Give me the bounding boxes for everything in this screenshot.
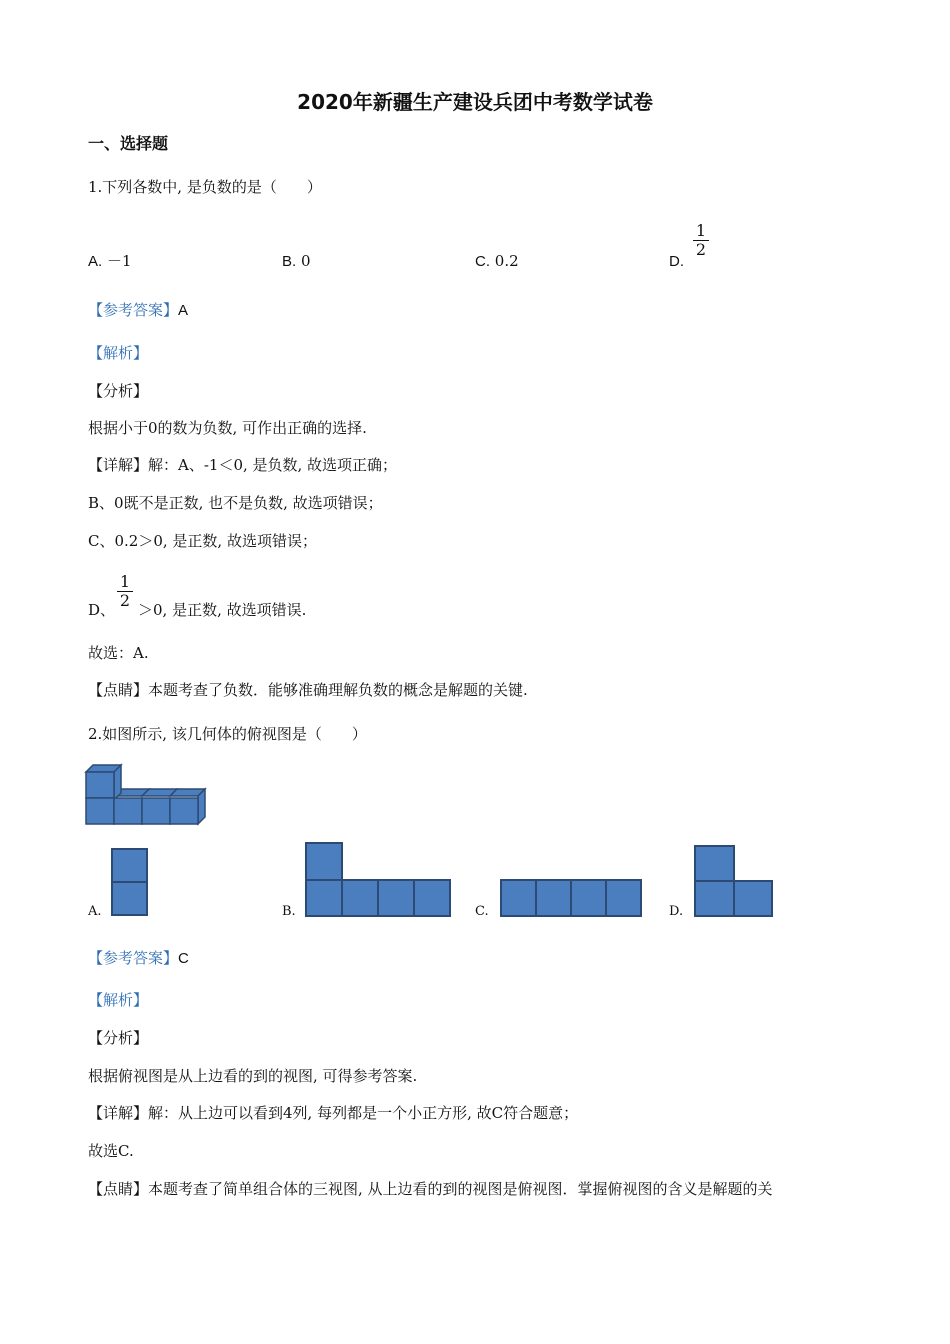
q2-option-b-label: B. [282, 904, 296, 919]
q1-fenxi-text: 根据小于0的数为负数, 可作出正确的选择. [88, 419, 367, 437]
q2-solid-figure [86, 764, 210, 826]
q1-option-c [475, 251, 519, 272]
q2-option-d-label: D. [669, 904, 684, 919]
option-label: D. [669, 253, 684, 270]
view-square [306, 843, 342, 880]
q1-answer [88, 300, 188, 321]
q2-fenxi-text: 根据俯视图是从上边看的到的视图, 可得参考答案. [88, 1067, 418, 1085]
option-label: A. [88, 253, 103, 270]
view-square [342, 880, 378, 916]
cube-front-face [142, 798, 170, 824]
view-square [414, 880, 450, 916]
q1-stem: 1.下列各数中, 是负数的是（ ） [88, 178, 322, 196]
q2-option-a-figure [111, 848, 149, 916]
q2-analysis-tag: 【解析】 [88, 991, 149, 1009]
q1-detail-4-fraction [117, 573, 133, 610]
view-square [606, 880, 641, 916]
answer-tag: 【参考答案】 [88, 301, 179, 319]
cube-side-face [114, 765, 121, 800]
q2-fenxi-tag: 【分析】 [88, 1029, 149, 1047]
q1-detail-2: B、0既不是正数, 也不是负数, 故选项错误； [88, 494, 383, 512]
view-square [112, 882, 147, 915]
option-value: 0.2 [494, 252, 519, 270]
view-square [378, 880, 414, 916]
option-label: C. [475, 253, 490, 270]
q1-comment: 【点睛】本题考查了负数．能够准确理解负数的概念是解题的关键. [88, 681, 528, 699]
fraction-numerator: 1 [117, 573, 133, 592]
q1-option-d-fraction [693, 222, 709, 259]
fraction-denominator: 2 [695, 240, 707, 259]
page-title: 2020年新疆生产建设兵团中考数学试卷 [297, 90, 653, 114]
q1-analysis-tag: 【解析】 [88, 344, 149, 362]
view-square [306, 880, 342, 916]
view-square [112, 849, 147, 882]
q1-fenxi-tag: 【分析】 [88, 382, 149, 400]
answer-tag: 【参考答案】 [88, 949, 179, 967]
q2-option-c-label: C. [475, 904, 489, 919]
fraction-numerator: 1 [693, 222, 709, 241]
q1-detail-4-prefix: D、 [88, 601, 116, 619]
view-square [695, 846, 734, 881]
q1-option-b [282, 251, 311, 272]
option-value: 0 [300, 252, 311, 270]
q1-option-a [88, 251, 132, 272]
q1-choose: 故选：A. [88, 644, 149, 662]
q1-detail-1: 【详解】解：A、-1＜0, 是负数, 故选项正确； [88, 456, 398, 474]
fraction-denominator: 2 [119, 591, 131, 610]
cube-front-face [114, 798, 142, 824]
q1-detail-4-suffix: ＞0, 是正数, 故选项错误. [138, 601, 307, 619]
q2-option-b-figure [305, 842, 451, 917]
view-square [501, 880, 536, 916]
option-value: －1 [106, 252, 132, 270]
q2-detail: 【详解】解：从上边可以看到4列, 每列都是一个小正方形, 故C符合题意； [88, 1104, 579, 1122]
q2-option-a-label: A. [88, 904, 102, 919]
cube-front-face [86, 798, 114, 824]
q2-comment: 【点睛】本题考查了简单组合体的三视图, 从上边看的到的视图是俯视图．掌握俯视图的含义是解题的关 [88, 1180, 773, 1198]
q2-choose: 故选C. [88, 1142, 134, 1160]
view-square [734, 881, 772, 916]
section-heading: 一、选择题 [88, 134, 169, 153]
q2-stem: 2.如图所示, 该几何体的俯视图是（ ） [88, 725, 367, 743]
view-square [695, 881, 734, 916]
cube-front-face [170, 798, 198, 824]
q2-option-c-figure [500, 879, 642, 917]
q2-option-d-figure [694, 845, 774, 917]
q1-option-d [669, 251, 684, 272]
view-square [571, 880, 606, 916]
answer-value: C [178, 950, 189, 967]
option-label: B. [282, 253, 297, 270]
q2-answer [88, 948, 189, 969]
answer-value: A [178, 302, 189, 319]
q1-detail-3: C、0.2＞0, 是正数, 故选项错误； [88, 532, 317, 550]
cube-front-face [86, 772, 114, 798]
cube-side-face [198, 789, 205, 824]
view-square [536, 880, 571, 916]
